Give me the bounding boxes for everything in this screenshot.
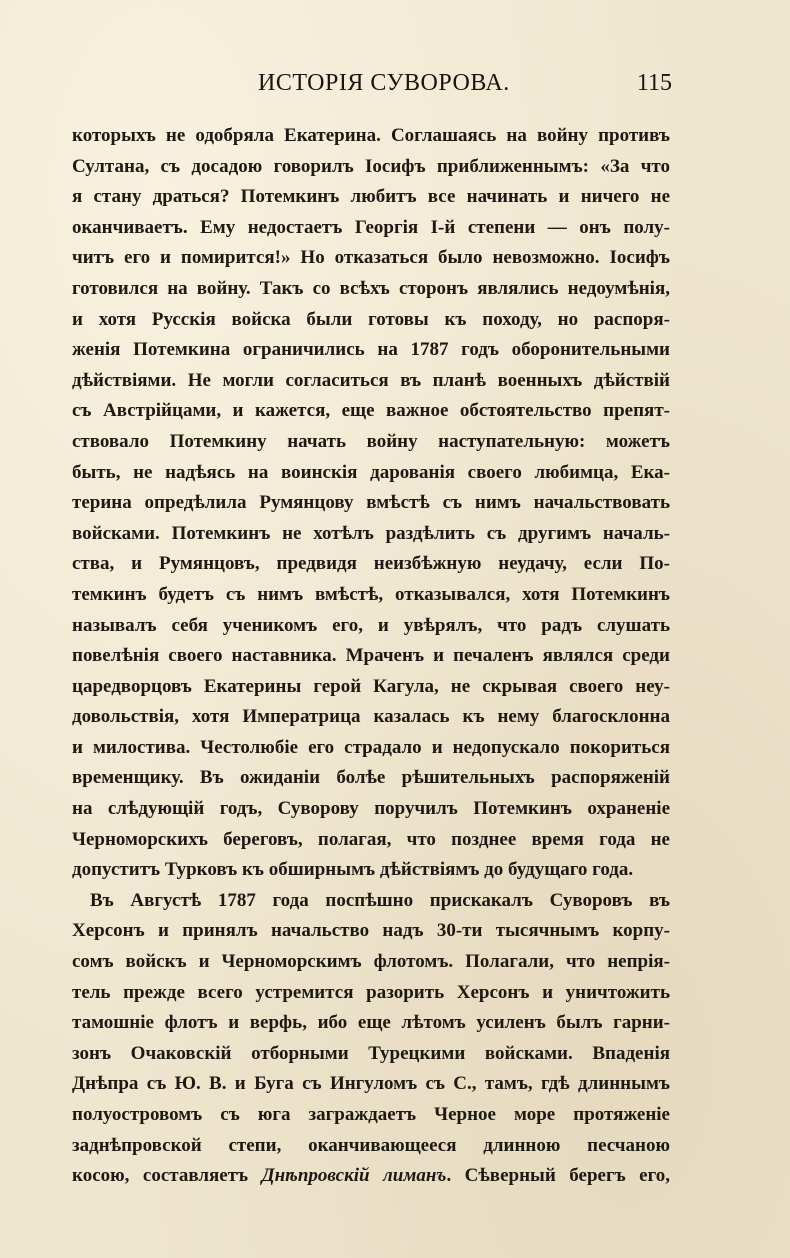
- text-line: полуостровомъ съ юга заграждаетъ Черное море протяженіе: [72, 1104, 670, 1125]
- text-line: ствовало Потемкину начать войну наступательную: можетъ: [72, 430, 670, 452]
- text-line: Херсонъ и принялъ начальство надъ 30-ти тысячнымъ корпу-: [72, 920, 670, 942]
- text-line: зонъ Очаковскій отборными Турецкими войсками. Впаденія: [72, 1042, 670, 1064]
- text-line: терина опредѣлила Румянцову вмѣстѣ съ нимъ начальствовать: [72, 492, 670, 514]
- text-fragment: косою, составляетъ: [72, 1165, 262, 1187]
- text-line: Днѣпра съ Ю. В. и Буга съ Ингуломъ съ С., тамъ, гдѣ длиннымъ: [72, 1073, 670, 1095]
- text-line-final: [72, 1161, 670, 1192]
- text-line: довольствія, хотя Императрица казалась къ нему благосклонна: [72, 706, 670, 728]
- text-line: и хотя Русскія войска были готовы къ походу, но распоря-: [72, 308, 670, 330]
- text-line: на слѣдующій годъ, Суворову поручилъ Потемкинъ охраненіе: [72, 798, 670, 820]
- text-line: которыхъ не одобряла Екатерина. Соглашаясь на войну противъ: [72, 125, 670, 146]
- text-line: называлъ себя ученикомъ его, и увѣрялъ, что радъ слушать: [72, 614, 670, 636]
- text-line: повелѣнія своего наставника. Мраченъ и печаленъ являлся среди: [72, 645, 670, 667]
- text-line: готовился на войну. Такъ со всѣхъ сторонъ являлись недоумѣнія,: [72, 277, 670, 299]
- text-line: оканчиваетъ. Ему недостаетъ Георгія І-й степени — онъ полу-: [72, 216, 670, 238]
- text-line: тель прежде всего устремится разорить Херсонъ и уничтожить: [72, 981, 670, 1003]
- text-line: допуститъ Турковъ къ обширнымъ дѣйствіямъ до будущаго года.: [72, 859, 634, 881]
- text-line: дѣйствіями. Не могли согласиться въ планѣ военныхъ дѣйствій: [72, 369, 670, 391]
- text-line: ства, и Румянцовъ, предвидя неизбѣжную неудачу, если По-: [72, 553, 670, 575]
- text-line: временщику. Въ ожиданіи болѣе рѣшительныхъ распоряженій: [72, 767, 670, 789]
- body-text: [72, 121, 670, 1192]
- page-number: 115: [636, 70, 672, 96]
- text-fragment: . Сѣверный берегъ его,: [446, 1165, 671, 1187]
- text-line: я стану драться? Потемкинъ любитъ все начинать и ничего не: [72, 186, 670, 208]
- text-line: Султана, съ досадою говорилъ Іосифъ приближеннымъ: «За что: [72, 155, 670, 177]
- text-line: Въ Августѣ 1787 года поспѣшно прискакалъ Суворовъ въ: [90, 889, 670, 911]
- paragraph-1: [72, 121, 670, 886]
- running-head: [72, 70, 672, 106]
- text-line: тамошніе флотъ и верфь, ибо еще лѣтомъ усиленъ былъ гарни-: [72, 1012, 670, 1034]
- text-line: царедворцовъ Екатерины герой Кагула, не скрывая своего неу-: [72, 675, 670, 697]
- paragraph-2: [72, 886, 670, 1192]
- text-line: Черноморскихъ береговъ, полагая, что позднее время года не: [72, 828, 670, 850]
- text-line: съ Австрійцами, и кажется, еще важное обстоятельство препят-: [72, 400, 670, 422]
- text-line: читъ его и помирится!» Но отказаться было невозможно. Іосифъ: [72, 247, 670, 269]
- text-line: темкинъ будетъ съ нимъ вмѣстѣ, отказывался, хотя Потемкинъ: [72, 583, 670, 605]
- text-line: заднѣпровской степи, оканчивающееся длинною песчаною: [72, 1134, 670, 1156]
- italic-place-name: Днѣпровскій лиманъ: [261, 1165, 447, 1187]
- text-line: сомъ войскъ и Черноморскимъ флотомъ. Полагали, что непрія-: [72, 951, 670, 973]
- text-line: быть, не надѣясь на воинскія дарованія своего любимца, Ека-: [72, 461, 670, 483]
- text-line: войсками. Потемкинъ не хотѣлъ раздѣлить съ другимъ началь-: [72, 522, 670, 544]
- text-line: женія Потемкина ограничились на 1787 годъ оборонительными: [72, 339, 670, 361]
- running-title: ИСТОРІЯ СУВОРОВА.: [258, 70, 510, 96]
- text-line: и милостива. Честолюбіе его страдало и недопускало покориться: [72, 736, 670, 758]
